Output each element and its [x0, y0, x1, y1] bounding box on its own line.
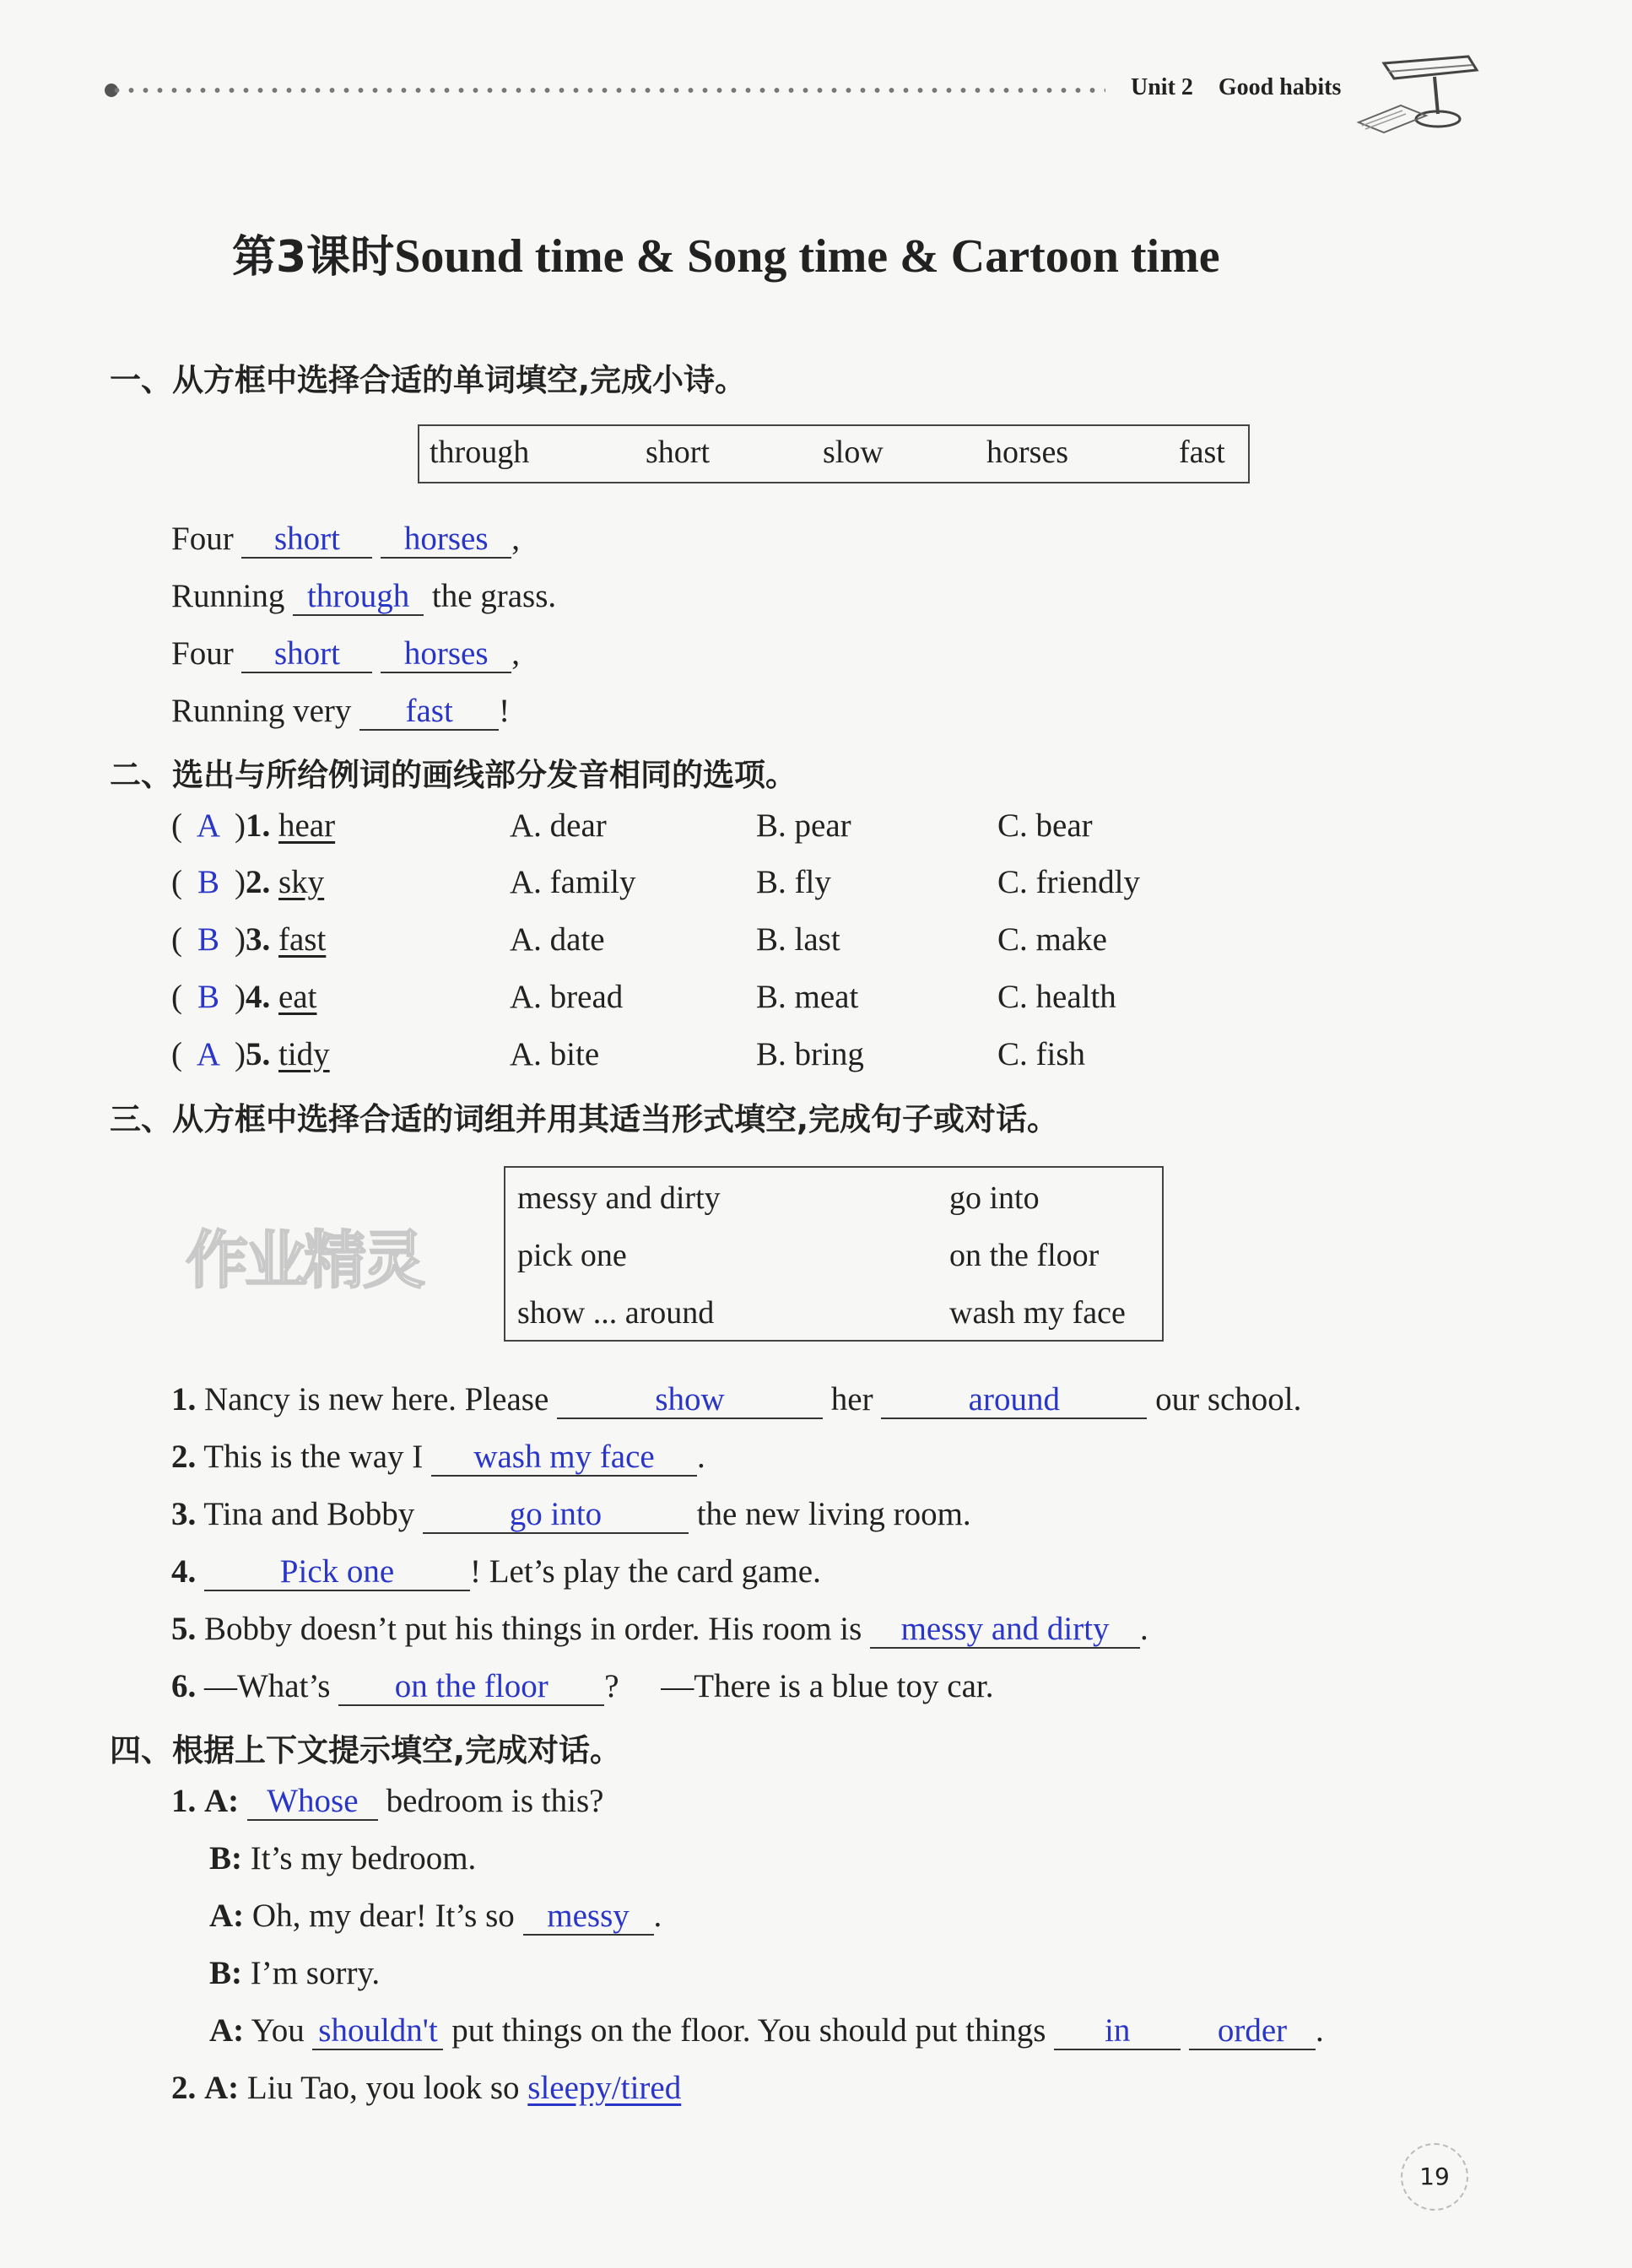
- word-box: [418, 424, 1250, 483]
- header-dotted-line: [110, 85, 1105, 95]
- sentence-3: 3. Tina and Bobby go into the new living room.: [171, 1496, 971, 1532]
- phonics-item: ( B )4. eat: [171, 979, 317, 1015]
- answer-blank: wash my face: [431, 1440, 697, 1477]
- option-a: A. bread: [510, 979, 624, 1015]
- option-c: C. make: [997, 921, 1107, 958]
- phrase-box-item: on the floor: [949, 1238, 1100, 1273]
- poem-line-2: Running through the grass.: [171, 578, 557, 614]
- option-c: C. bear: [997, 807, 1093, 844]
- phrase-box: [504, 1166, 1164, 1342]
- poem-line-4: Running very fast !: [171, 693, 511, 729]
- sentence-4: 4. Pick one ! Let’s play the card game.: [171, 1553, 821, 1590]
- phonics-item: ( A )1. hear: [171, 807, 336, 844]
- answer-blank: in: [1054, 2014, 1181, 2050]
- answer-blank: short: [241, 522, 372, 559]
- answer-blank: through: [293, 580, 424, 616]
- option-b: B. last: [756, 921, 840, 958]
- option-b: B. pear: [756, 807, 851, 844]
- option-a: A. bite: [510, 1036, 600, 1072]
- poem-line-1: Four short horses ,: [171, 521, 520, 557]
- sentence-5: 5. Bobby doesn’t put his things in order. His room is messy and dirty .: [171, 1611, 1148, 1647]
- section4-heading: 四、根据上下文提示填空,完成对话。: [110, 1732, 622, 1768]
- answer-blank: Pick one: [204, 1555, 470, 1591]
- dialogue1-line2: B: It’s my bedroom.: [209, 1840, 477, 1876]
- dialogue2-line1: 2. A: Liu Tao, you look so sleepy/tired: [171, 2070, 682, 2106]
- answer-blank: messy: [523, 1899, 654, 1936]
- option-a: A. dear: [510, 807, 607, 844]
- answer-blank: shouldn't: [312, 2014, 443, 2050]
- answer-blank: show: [557, 1383, 823, 1419]
- page-number: 19: [1401, 2143, 1468, 2211]
- header-unit: Unit 2 Good habits: [1131, 74, 1342, 100]
- option-a: A. date: [510, 921, 605, 958]
- word-box-item: short: [646, 435, 710, 470]
- answer-blank: short: [241, 637, 372, 673]
- dialogue1-line5: A: You shouldn't put things on the floor. You should put things in order .: [209, 2012, 1324, 2049]
- answer-blank: sleepy/tired: [527, 2070, 682, 2106]
- phrase-box-item: wash my face: [949, 1295, 1126, 1331]
- page-title: 第3课时Sound time & Song time & Cartoon time: [232, 230, 1220, 283]
- word-box-item: horses: [986, 435, 1069, 470]
- answer-blank: around: [881, 1383, 1147, 1419]
- dialogue1-line3: A: Oh, my dear! It’s so messy .: [209, 1898, 662, 1934]
- dialogue1-line1: 1. A: Whose bedroom is this?: [171, 1783, 604, 1819]
- option-b: B. meat: [756, 979, 859, 1015]
- phonics-item: ( A )5. tidy: [171, 1036, 330, 1072]
- answer-blank: horses: [381, 522, 511, 559]
- word-box-item: slow: [823, 435, 884, 470]
- option-b: B. bring: [756, 1036, 864, 1072]
- poem-line-3: Four short horses ,: [171, 635, 520, 672]
- sentence-6: 6. —What’s on the floor ? —There is a blue toy car.: [171, 1668, 994, 1704]
- option-c: C. health: [997, 979, 1116, 1015]
- answer-blank: go into: [423, 1498, 689, 1534]
- option-c: C. fish: [997, 1036, 1086, 1072]
- answer-blank: Whose: [247, 1785, 378, 1821]
- phonics-item: ( B )2. sky: [171, 864, 325, 900]
- word-box-item: fast: [1179, 435, 1225, 470]
- phrase-box-item: messy and dirty: [517, 1180, 721, 1216]
- desk-lamp-icon: [1350, 38, 1494, 135]
- option-b: B. fly: [756, 864, 831, 900]
- phrase-box-item: pick one: [517, 1238, 627, 1273]
- answer-blank: fast: [359, 694, 499, 731]
- phonics-item: ( B )3. fast: [171, 921, 327, 958]
- word-box-item: through: [430, 435, 530, 470]
- answer-blank: messy and dirty: [870, 1612, 1140, 1649]
- answer-blank: on the floor: [338, 1670, 604, 1706]
- section3-heading: 三、从方框中选择合适的词组并用其适当形式填空,完成句子或对话。: [110, 1101, 1059, 1137]
- dialogue1-line4: B: I’m sorry.: [209, 1955, 381, 1991]
- sentence-1: 1. Nancy is new here. Please show her around our school.: [171, 1381, 1302, 1418]
- sentence-2: 2. This is the way I wash my face .: [171, 1439, 705, 1475]
- answer-blank: order: [1189, 2014, 1316, 2050]
- phrase-box-item: go into: [949, 1180, 1040, 1216]
- section2-heading: 二、选出与所给例词的画线部分发音相同的选项。: [110, 757, 797, 793]
- watermark: 作业精灵: [186, 1224, 422, 1297]
- section1-heading: 一、从方框中选择合适的单词填空,完成小诗。: [110, 362, 747, 398]
- answer-blank: horses: [381, 637, 511, 673]
- option-a: A. family: [510, 864, 636, 900]
- option-c: C. friendly: [997, 864, 1140, 900]
- phrase-box-item: show ... around: [517, 1295, 715, 1331]
